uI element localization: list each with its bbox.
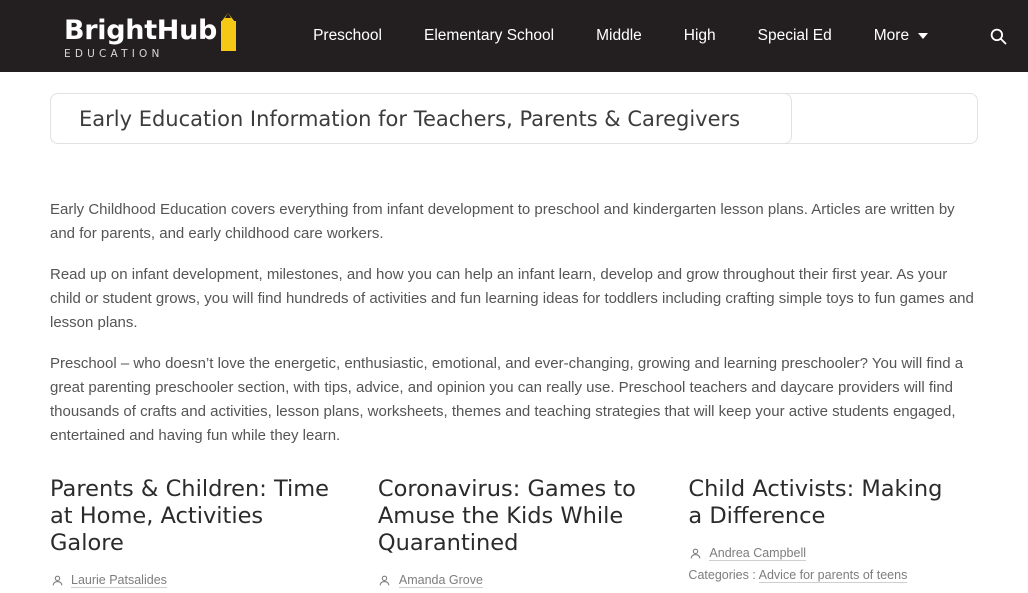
logo-text — [64, 14, 218, 60]
article-author-link[interactable]: Laurie Patsalides — [71, 573, 167, 587]
page-title: Early Education Information for Teachers, Parents & Caregivers — [79, 106, 741, 131]
article-author-row — [378, 573, 649, 588]
article-categories-row — [688, 566, 958, 584]
logo-main-text: BrightHub — [64, 14, 218, 46]
article-card — [50, 476, 359, 593]
site-header — [0, 0, 1028, 72]
nav-more-dropdown[interactable] — [853, 27, 949, 45]
chevron-down-icon — [918, 33, 928, 39]
site-logo[interactable] — [64, 13, 236, 59]
user-icon — [688, 547, 702, 561]
main-navigation — [292, 0, 1007, 72]
page-title-inner-frame — [50, 93, 792, 144]
pencil-icon — [221, 13, 236, 57]
user-icon — [50, 574, 64, 588]
nav-special-ed[interactable]: Special Ed — [757, 27, 832, 44]
article-title — [50, 476, 339, 557]
article-title-link[interactable]: Child Activists: Making a Difference — [688, 476, 943, 529]
article-card — [359, 476, 669, 593]
page-title-outer-frame — [50, 93, 978, 144]
intro-text-block — [0, 198, 1028, 448]
article-card — [668, 476, 978, 593]
nav-elementary-school[interactable]: Elementary School — [424, 27, 555, 44]
article-card-list — [0, 476, 1028, 593]
article-author-link[interactable]: Amanda Grove — [398, 573, 483, 587]
article-category-link[interactable]: Advice for parents of teens — [758, 568, 908, 582]
nav-preschool[interactable]: Preschool — [313, 27, 382, 44]
user-icon — [378, 574, 392, 588]
article-title — [688, 476, 958, 530]
search-icon — [989, 27, 1007, 45]
article-title-link[interactable]: Coronavirus: Games to Amuse the Kids While Quarantined — [377, 476, 636, 556]
article-title-link[interactable]: Parents & Children: Time at Home, Activities Galore — [50, 476, 330, 556]
article-author-link[interactable]: Andrea Campbell — [709, 546, 807, 560]
logo-sub-text: EDUCATION — [64, 47, 164, 60]
nav-high[interactable]: High — [683, 27, 716, 44]
nav-middle[interactable]: Middle — [596, 27, 642, 44]
nav-more-label: More — [873, 27, 910, 44]
intro-paragraph-1: Early Childhood Education covers everything from infant development to preschool and kindergarten lesson plans. Articles are written by and for parents, and early childhood care workers. — [50, 201, 955, 242]
intro-paragraph-2: Read up on infant development, milestones, and how you can help an infant learn, develop and grow throughout their first year. As your child or student grows, you will find hundreds of activities and fun learning ideas for toddlers including crafting simple toys to fun games and lesson plans. — [50, 266, 974, 331]
article-categories-label: Categories : — [688, 568, 756, 582]
search-button[interactable] — [989, 27, 1007, 45]
intro-paragraph-3: Preschool – who doesn’t love the energetic, enthusiastic, emotional, and ever-changing, growing and learning preschooler? You will find a great parenting preschooler section, with tips, advice, and opinion you can really use. Preschool teachers and daycare providers will find thousands of crafts and activities, lesson plans, worksheets, themes and teaching strategies that will keep your active students engaged, entertained and having fun while they learn. — [50, 355, 964, 444]
article-title — [378, 476, 649, 557]
article-author-row — [688, 546, 958, 561]
article-author-row — [50, 573, 339, 588]
page-title-section — [0, 72, 1028, 144]
